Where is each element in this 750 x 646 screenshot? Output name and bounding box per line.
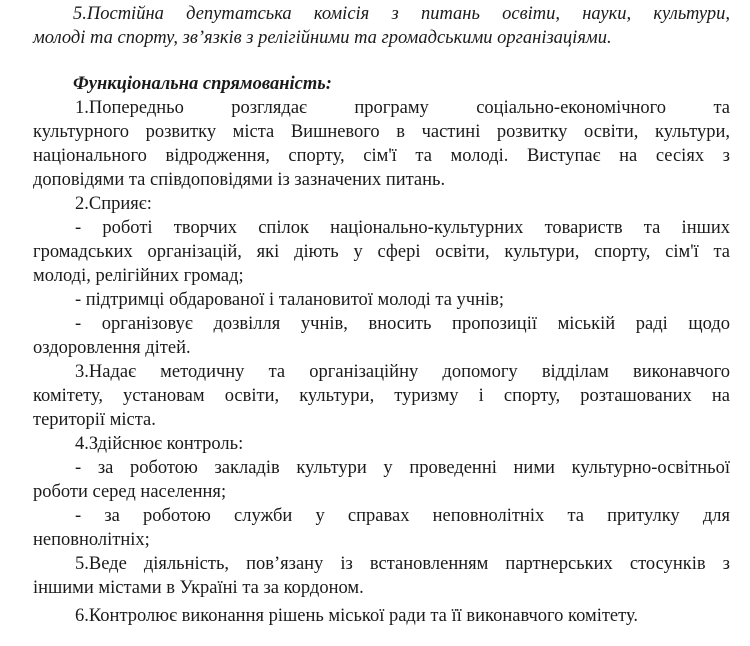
text-line: молоді, релігійних громад; <box>33 266 244 286</box>
text-line: - за роботою служби у справах неповнолітніх та притулку для <box>75 506 730 526</box>
text-line: 5.Веде діяльність, пов’язану із встановленням партнерських стосунків з <box>75 554 730 574</box>
text-line: оздоровлення дітей. <box>33 338 191 358</box>
section-title: Функціональна спрямованість: <box>73 74 332 94</box>
text-line: роботи серед населення; <box>33 482 227 502</box>
text-line: іншими містами в Україні та за кордоном. <box>33 578 364 598</box>
text-line: - організовує дозвілля учнів, вносить пропозиції міській раді щодо <box>75 314 730 334</box>
text-line: культурного розвитку міста Вишневого в частині розвитку освіти, культури, <box>33 122 730 142</box>
text-line: - підтримці обдарованої і талановитої молоді та учнів; <box>75 290 505 310</box>
text-line: комітету, установам освіти, культури, туризму і спорту, розташованих на <box>33 386 730 406</box>
committee-heading-line-2: молоді та спорту, зв’язків з релігійними та громадськими організаціями. <box>33 28 612 48</box>
text-line: 2.Сприяє: <box>75 194 152 214</box>
text-line: неповнолітніх; <box>33 530 150 550</box>
text-line: - за роботою закладів культури у проведенні ними культурно-освітньої <box>75 458 730 478</box>
text-line: 4.Здійснює контроль: <box>75 434 244 454</box>
text-line: території міста. <box>33 410 156 430</box>
committee-heading-line-1: 5.Постійна депутатська комісія з питань освіти, науки, культури, <box>73 4 730 24</box>
text-line: доповідями та співдоповідями із зазначених питань. <box>33 170 446 190</box>
text-line: 1.Попередньо розглядає програму соціально-економічного та <box>75 98 730 118</box>
text-line: 3.Надає методичну та організаційну допомогу відділам виконавчого <box>75 362 730 382</box>
text-line: національного відродження, спорту, сім'ї та молоді. Виступає на сесіях з <box>33 146 730 166</box>
text-line: громадських організацій, які діють у сфері освіти, культури, спорту, сім'ї та <box>33 242 730 262</box>
text-line: - роботі творчих спілок національно-культурних товариств та інших <box>75 218 730 238</box>
text-line: 6.Контролює виконання рішень міської ради та її виконавчого комітету. <box>75 606 639 626</box>
